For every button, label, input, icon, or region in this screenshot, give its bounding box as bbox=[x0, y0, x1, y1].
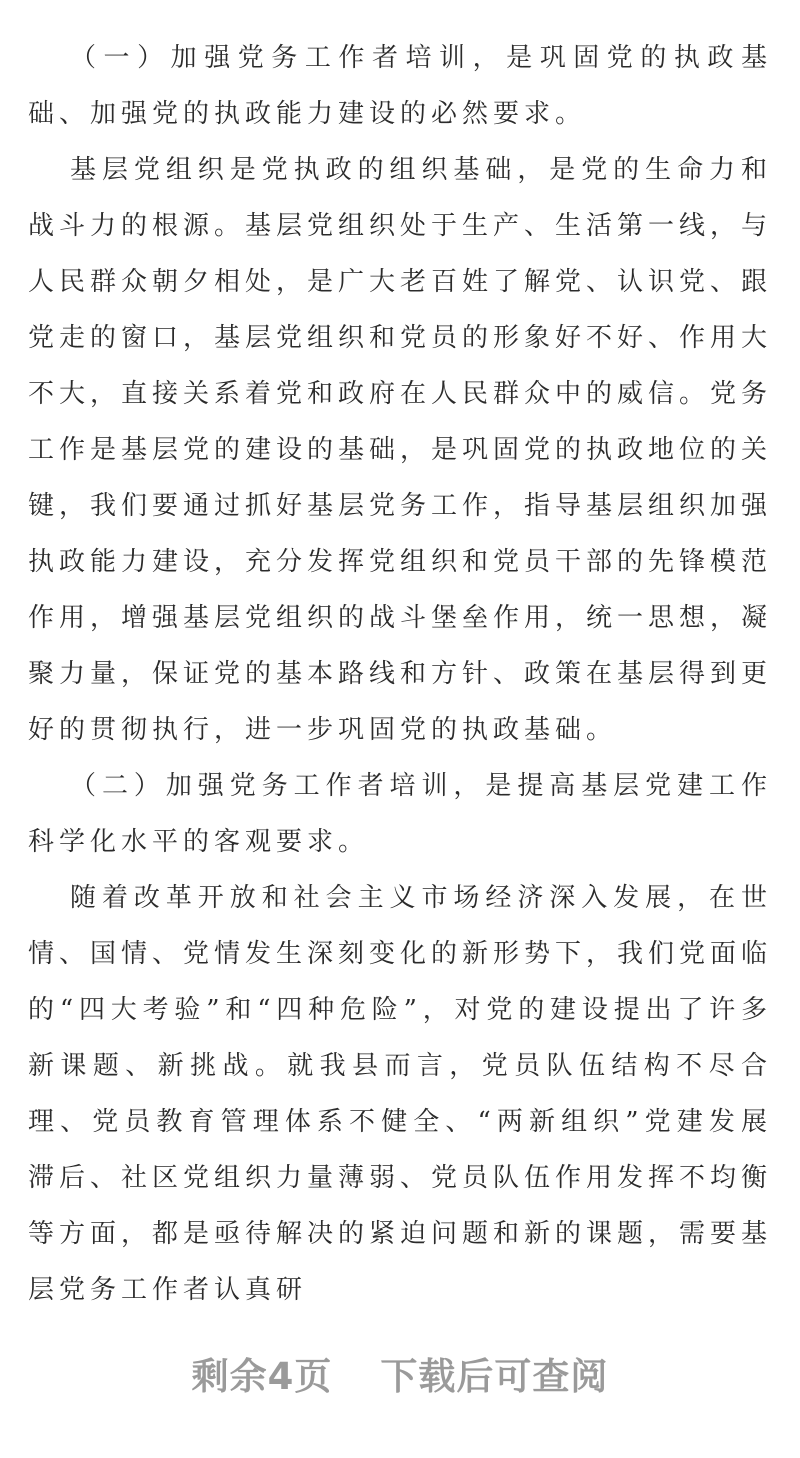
paragraph-body-2: 随着改革开放和社会主义市场经济深入发展，在世情、国情、党情发生深刻变化的新形势下，我们党面临的“四大考验”和“四种危险”，对党的建设提出了许多新课题、新挑战。就我县而言，党员队伍结构不尽合理、党员教育管理体系不健全、“两新组织”党建发展滞后、社区党组织力量薄弱、党员队伍作用发挥不均衡等方面，都是亟待解决的紧迫问题和新的课题，需要基层党务工作者认真研 bbox=[28, 883, 773, 1305]
paragraph-body-1: 基层党组织是党执政的组织基础，是党的生命力和战斗力的根源。基层党组织处于生产、生活第一线，与人民群众朝夕相处，是广大老百姓了解党、认识党、跟党走的窗口，基层党组织和党员的形象好不好、作用大不大，直接关系着党和政府在人民群众中的威信。党务工作是基层党的建设的基础，是巩固党的执政地位的关键，我们要通过抓好基层党务工作，指导基层组织加强执政能力建设，充分发挥党组织和党员干部的先锋模范作用，增强基层党组织的战斗堡垒作用，统一思想，凝聚力量，保证党的基本路线和方针、政策在基层得到更好的贯彻执行，进一步巩固党的执政基础。 bbox=[28, 155, 773, 745]
paragraph-heading-1: （一）加强党务工作者培训，是巩固党的执政基础、加强党的执政能力建设的必然要求。 bbox=[28, 43, 772, 129]
document-body bbox=[28, 30, 772, 1318]
download-hint-label: 下载后可查阅 bbox=[380, 1355, 609, 1398]
paragraph-heading-2: （二）加强党务工作者培训，是提高基层党建工作科学化水平的客观要求。 bbox=[28, 771, 772, 857]
remaining-pages-label: 剩余4页 bbox=[191, 1355, 333, 1398]
preview-footer bbox=[0, 1352, 800, 1402]
